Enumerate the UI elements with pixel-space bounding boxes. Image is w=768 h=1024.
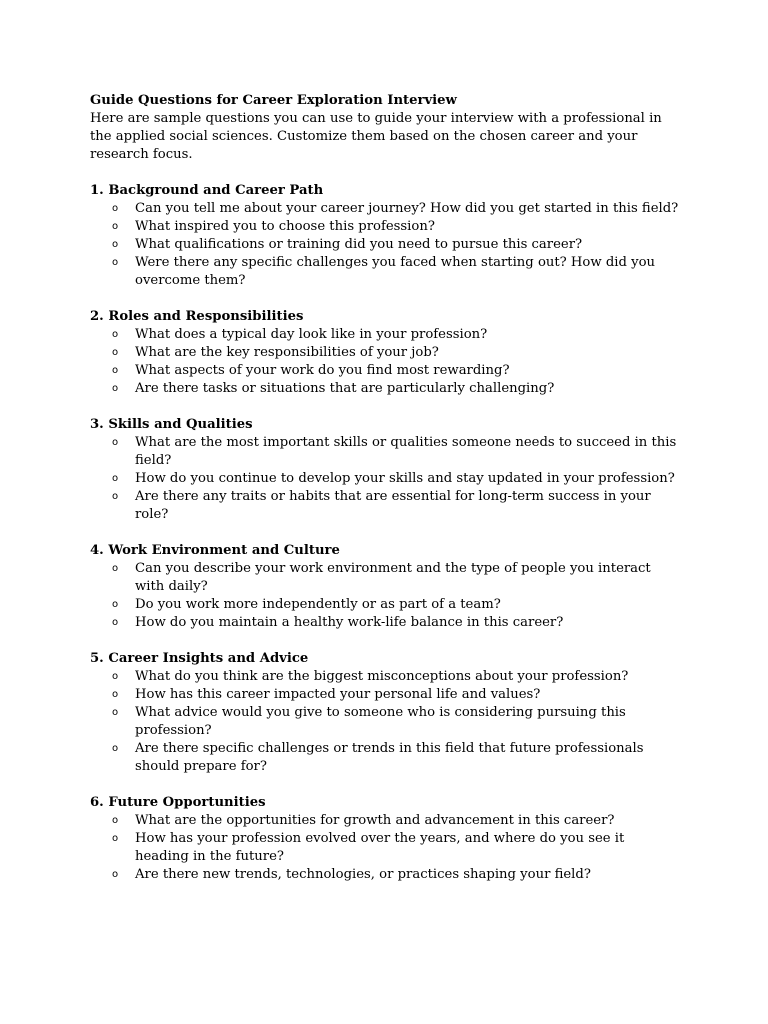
bullet-icon: o bbox=[112, 743, 119, 754]
bullet-icon: o bbox=[112, 437, 119, 448]
list-item bbox=[90, 686, 680, 704]
question-text: How has your profession evolved over the years, and where do you see it heading in the future? bbox=[135, 831, 625, 864]
document-title: Guide Questions for Career Exploration Interview bbox=[90, 93, 457, 108]
question-text: Are there tasks or situations that are particularly challenging? bbox=[135, 381, 555, 396]
question-list bbox=[90, 326, 680, 398]
question-list bbox=[90, 434, 680, 524]
section-skills bbox=[90, 416, 680, 524]
question-text: How has this career impacted your personal life and values? bbox=[135, 687, 541, 702]
question-text: What does a typical day look like in your profession? bbox=[135, 327, 488, 342]
question-text: Can you describe your work environment and the type of people you interact with daily? bbox=[135, 561, 651, 594]
list-item bbox=[90, 236, 680, 254]
list-item bbox=[90, 380, 680, 398]
question-text: Are there specific challenges or trends in this field that future professionals should prepare for? bbox=[135, 741, 644, 774]
question-text: How do you continue to develop your skills and stay updated in your profession? bbox=[135, 471, 675, 486]
question-list bbox=[90, 812, 680, 884]
list-item bbox=[90, 470, 680, 488]
bullet-icon: o bbox=[112, 203, 119, 214]
bullet-icon: o bbox=[112, 347, 119, 358]
section-heading: 3. Skills and Qualities bbox=[90, 417, 253, 432]
list-item bbox=[90, 344, 680, 362]
section-roles bbox=[90, 308, 680, 398]
question-text: What advice would you give to someone who is considering pursuing this profession? bbox=[135, 705, 626, 738]
bullet-icon: o bbox=[112, 257, 119, 268]
section-heading: 2. Roles and Responsibilities bbox=[90, 309, 304, 324]
bullet-icon: o bbox=[112, 239, 119, 250]
section-future bbox=[90, 794, 680, 884]
question-text: What aspects of your work do you find most rewarding? bbox=[135, 363, 510, 378]
list-item bbox=[90, 218, 680, 236]
question-text: What qualifications or training did you need to pursue this career? bbox=[135, 237, 583, 252]
list-item bbox=[90, 740, 680, 776]
list-item bbox=[90, 326, 680, 344]
question-list bbox=[90, 560, 680, 632]
bullet-icon: o bbox=[112, 689, 119, 700]
question-text: What are the opportunities for growth and advancement in this career? bbox=[135, 813, 615, 828]
list-item bbox=[90, 560, 680, 596]
question-list bbox=[90, 200, 680, 290]
section-insights bbox=[90, 650, 680, 776]
question-text: What do you think are the biggest misconceptions about your profession? bbox=[135, 669, 629, 684]
list-item bbox=[90, 812, 680, 830]
question-text: What inspired you to choose this profession? bbox=[135, 219, 435, 234]
bullet-icon: o bbox=[112, 365, 119, 376]
bullet-icon: o bbox=[112, 491, 119, 502]
bullet-icon: o bbox=[112, 473, 119, 484]
list-item bbox=[90, 866, 680, 884]
document-body bbox=[90, 92, 680, 884]
section-heading: 6. Future Opportunities bbox=[90, 795, 266, 810]
question-text: Can you tell me about your career journey? How did you get started in this field? bbox=[135, 201, 679, 216]
document-intro: Here are sample questions you can use to guide your interview with a professional in the applied social sciences. Customize them based on the chosen career and your research focus. bbox=[90, 111, 662, 162]
section-heading: 4. Work Environment and Culture bbox=[90, 543, 340, 558]
bullet-icon: o bbox=[112, 329, 119, 340]
question-text: Are there new trends, technologies, or practices shaping your field? bbox=[135, 867, 591, 882]
question-text: What are the key responsibilities of your job? bbox=[135, 345, 439, 360]
bullet-icon: o bbox=[112, 671, 119, 682]
bullet-icon: o bbox=[112, 617, 119, 628]
bullet-icon: o bbox=[112, 221, 119, 232]
list-item bbox=[90, 614, 680, 632]
section-background bbox=[90, 182, 680, 290]
section-environment bbox=[90, 542, 680, 632]
list-item bbox=[90, 200, 680, 218]
list-item bbox=[90, 434, 680, 470]
bullet-icon: o bbox=[112, 815, 119, 826]
bullet-icon: o bbox=[112, 563, 119, 574]
list-item bbox=[90, 596, 680, 614]
list-item bbox=[90, 704, 680, 740]
list-item bbox=[90, 830, 680, 866]
question-text: Are there any traits or habits that are essential for long-term success in your role? bbox=[135, 489, 651, 522]
bullet-icon: o bbox=[112, 383, 119, 394]
list-item bbox=[90, 362, 680, 380]
list-item bbox=[90, 488, 680, 524]
question-text: Do you work more independently or as part of a team? bbox=[135, 597, 501, 612]
bullet-icon: o bbox=[112, 833, 119, 844]
list-item bbox=[90, 254, 680, 290]
bullet-icon: o bbox=[112, 599, 119, 610]
section-heading: 1. Background and Career Path bbox=[90, 183, 324, 198]
question-text: How do you maintain a healthy work-life balance in this career? bbox=[135, 615, 564, 630]
bullet-icon: o bbox=[112, 869, 119, 880]
question-text: Were there any specific challenges you faced when starting out? How did you overcome them? bbox=[135, 255, 656, 288]
bullet-icon: o bbox=[112, 707, 119, 718]
section-heading: 5. Career Insights and Advice bbox=[90, 651, 309, 666]
question-text: What are the most important skills or qualities someone needs to succeed in this field? bbox=[135, 435, 677, 468]
list-item bbox=[90, 668, 680, 686]
question-list bbox=[90, 668, 680, 776]
